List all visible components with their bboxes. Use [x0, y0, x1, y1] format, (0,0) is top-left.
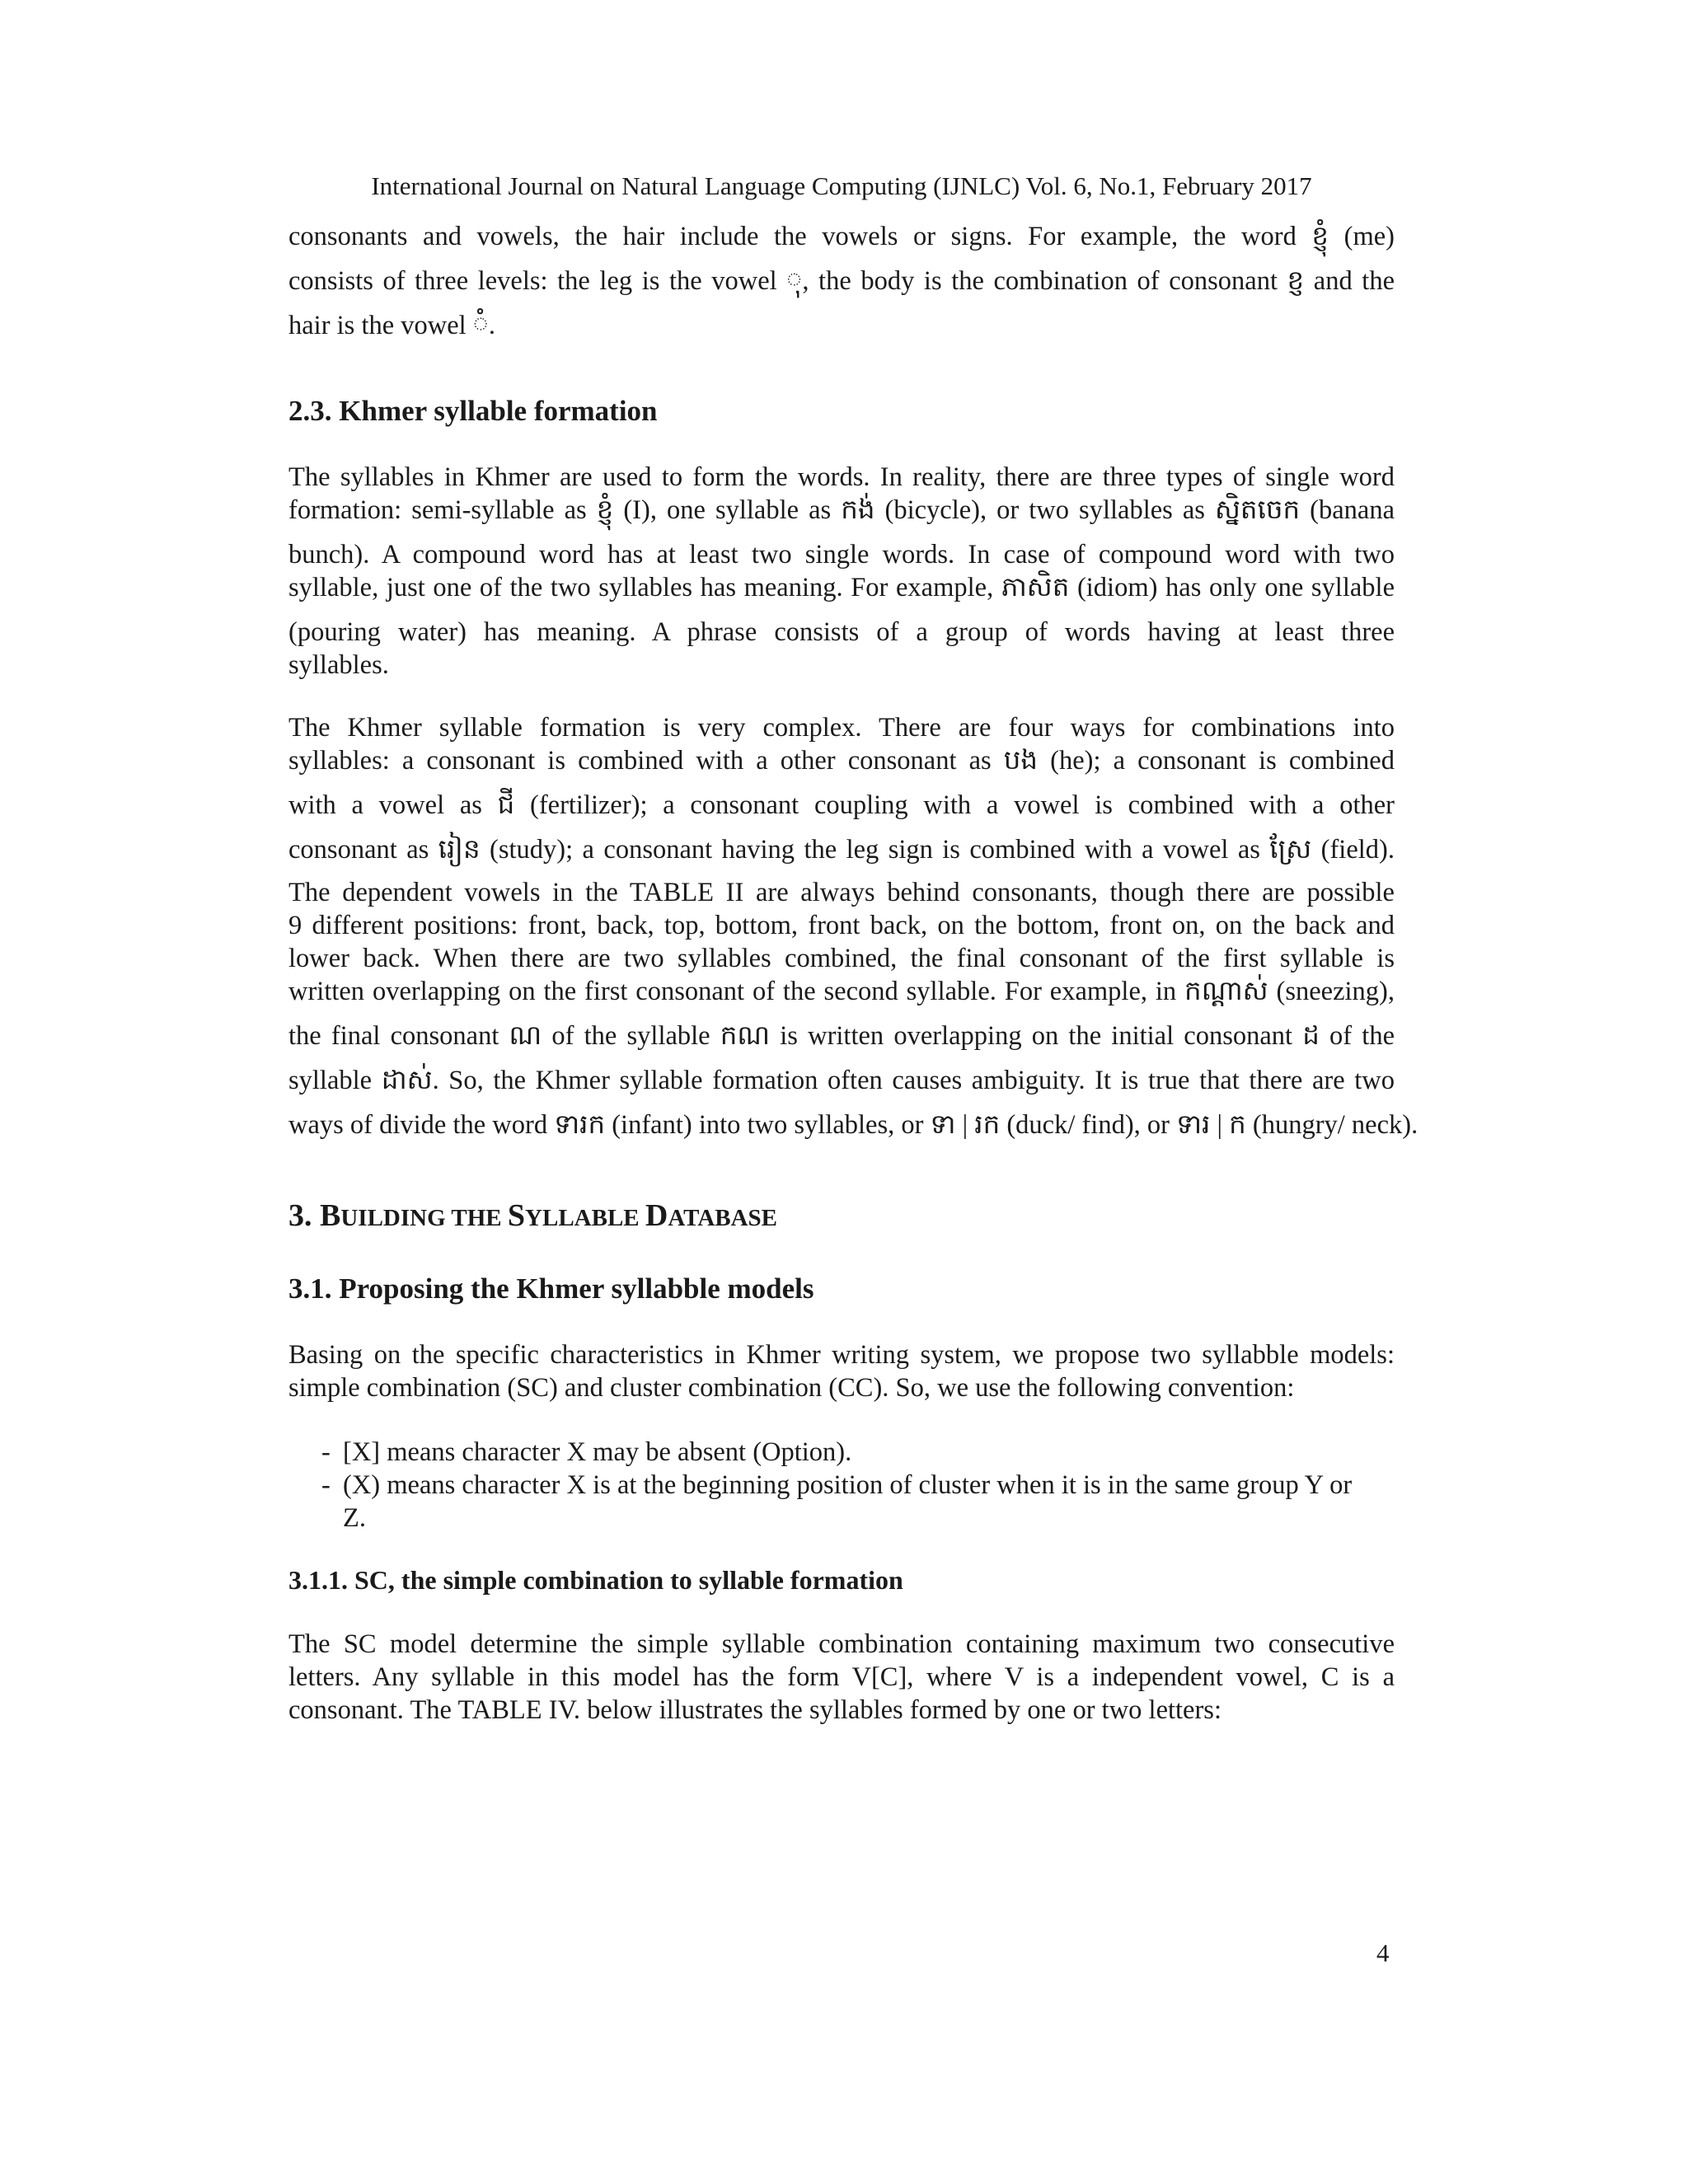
convention-list — [321, 1436, 1360, 1535]
list-item: - [X] means character X may be absent (Option). — [321, 1436, 1360, 1469]
text-line: syllables: a consonant is combined with a other consonant as បង (he); a consonant is combined — [288, 746, 1395, 776]
text-line: The dependent vowels in the TABLE II are always behind consonants, though there are possible — [288, 878, 1395, 907]
section-heading-3-1-1: 3.1.1. SC, the simple combination to syllable formation — [288, 1565, 903, 1595]
heading-part: ATABASE — [668, 1205, 778, 1231]
section-heading-3-1: 3.1. Proposing the Khmer syllabble models — [288, 1272, 814, 1305]
paragraph-syllable-complexity — [288, 711, 1418, 1141]
running-header: International Journal on Natural Language Computing (IJNLC) Vol. 6, No.1, February 2017 — [371, 171, 1312, 200]
paragraph-sc-model — [288, 1628, 1395, 1727]
text-line: syllables. — [288, 650, 389, 680]
section-heading-2-3: 2.3. Khmer syllable formation — [288, 395, 658, 427]
paragraph-word-formation — [288, 461, 1395, 682]
paragraph-models-intro — [288, 1338, 1395, 1404]
text-line: Basing on the specific characteristics in Khmer writing system, we propose two syllabble models: — [288, 1340, 1395, 1370]
text-line: letters. Any syllable in this model has the form V[C], where V is a independent vowel, C is a — [288, 1662, 1395, 1692]
text-line: syllable, just one of the two syllables has meaning. For example, ភាសិត (idiom) has only one syllable — [288, 573, 1395, 602]
text-line: lower back. When there are two syllables combined, the final consonant of the first syllable is — [288, 944, 1395, 973]
text-line: The syllables in Khmer are used to form the words. In reality, there are three types of single word — [288, 462, 1395, 492]
text-line: consists of three levels: the leg is the vowel ុ, the body is the combination of consonant ខ្ញ and the — [288, 266, 1395, 296]
text-line: consonant. The TABLE IV. below illustrates the syllables formed by one or two letters: — [288, 1695, 1221, 1725]
heading-part: YLLABLE — [525, 1205, 645, 1231]
paragraph-hair-levels — [288, 220, 1395, 342]
text-line: simple combination (SC) and cluster combination (CC). So, we use the following convention: — [288, 1373, 1295, 1403]
text-line: ways of divide the word ទារក (infant) into two syllables, or ទា | រក (duck/ find), or ទារ | ក (hungry/ neck). — [288, 1110, 1418, 1140]
text-line: bunch). A compound word has at least two single words. In case of compound word with two — [288, 540, 1395, 569]
heading-part: D — [645, 1198, 668, 1233]
text-line: consonants and vowels, the hair include the vowels or signs. For example, the word ខ្ញុំ (me) — [288, 222, 1395, 251]
text-line: syllable ដាស់. So, the Khmer syllable formation often causes ambiguity. It is true that there are two — [288, 1066, 1395, 1095]
text-line: the final consonant ណ of the syllable កណ is written overlapping on the initial consonant ដ of the — [288, 1021, 1395, 1051]
page-number: 4 — [1376, 1938, 1390, 1967]
text-line: formation: semi-syllable as ខ្ញុំ (I), one syllable as កង់ (bicycle), or two syllables as ស្និតចេក (banana — [288, 495, 1395, 525]
text-line: consonant as រៀន (study); a consonant having the leg sign is combined with a vowel as ស្រែ (field). — [288, 835, 1395, 865]
text-line: hair is the vowel ំ. — [288, 311, 496, 340]
text-line: The SC model determine the simple syllable combination containing maximum two consecutive — [288, 1629, 1395, 1659]
text-line: 9 different positions: front, back, top, bottom, front back, on the bottom, front on, on the back and — [288, 911, 1395, 940]
text-line: written overlapping on the first consonant of the second syllable. For example, in កណ្តាស់ (sneezing), — [288, 977, 1395, 1006]
heading-part: S — [507, 1198, 526, 1233]
heading-part: UILDING THE — [340, 1205, 508, 1231]
text-line: The Khmer syllable formation is very complex. There are four ways for combinations into — [288, 713, 1395, 743]
text-line: (pouring water) has meaning. A phrase consists of a group of words having at least three — [288, 617, 1395, 647]
heading-part: 3. B — [288, 1198, 341, 1233]
section-heading-3 — [288, 1196, 777, 1238]
list-item: - (X) means character X is at the beginning position of cluster when it is in the same group Y or Z. — [321, 1469, 1357, 1535]
text-line: with a vowel as ជី (fertilizer); a consonant coupling with a vowel is combined with a other — [288, 790, 1395, 820]
